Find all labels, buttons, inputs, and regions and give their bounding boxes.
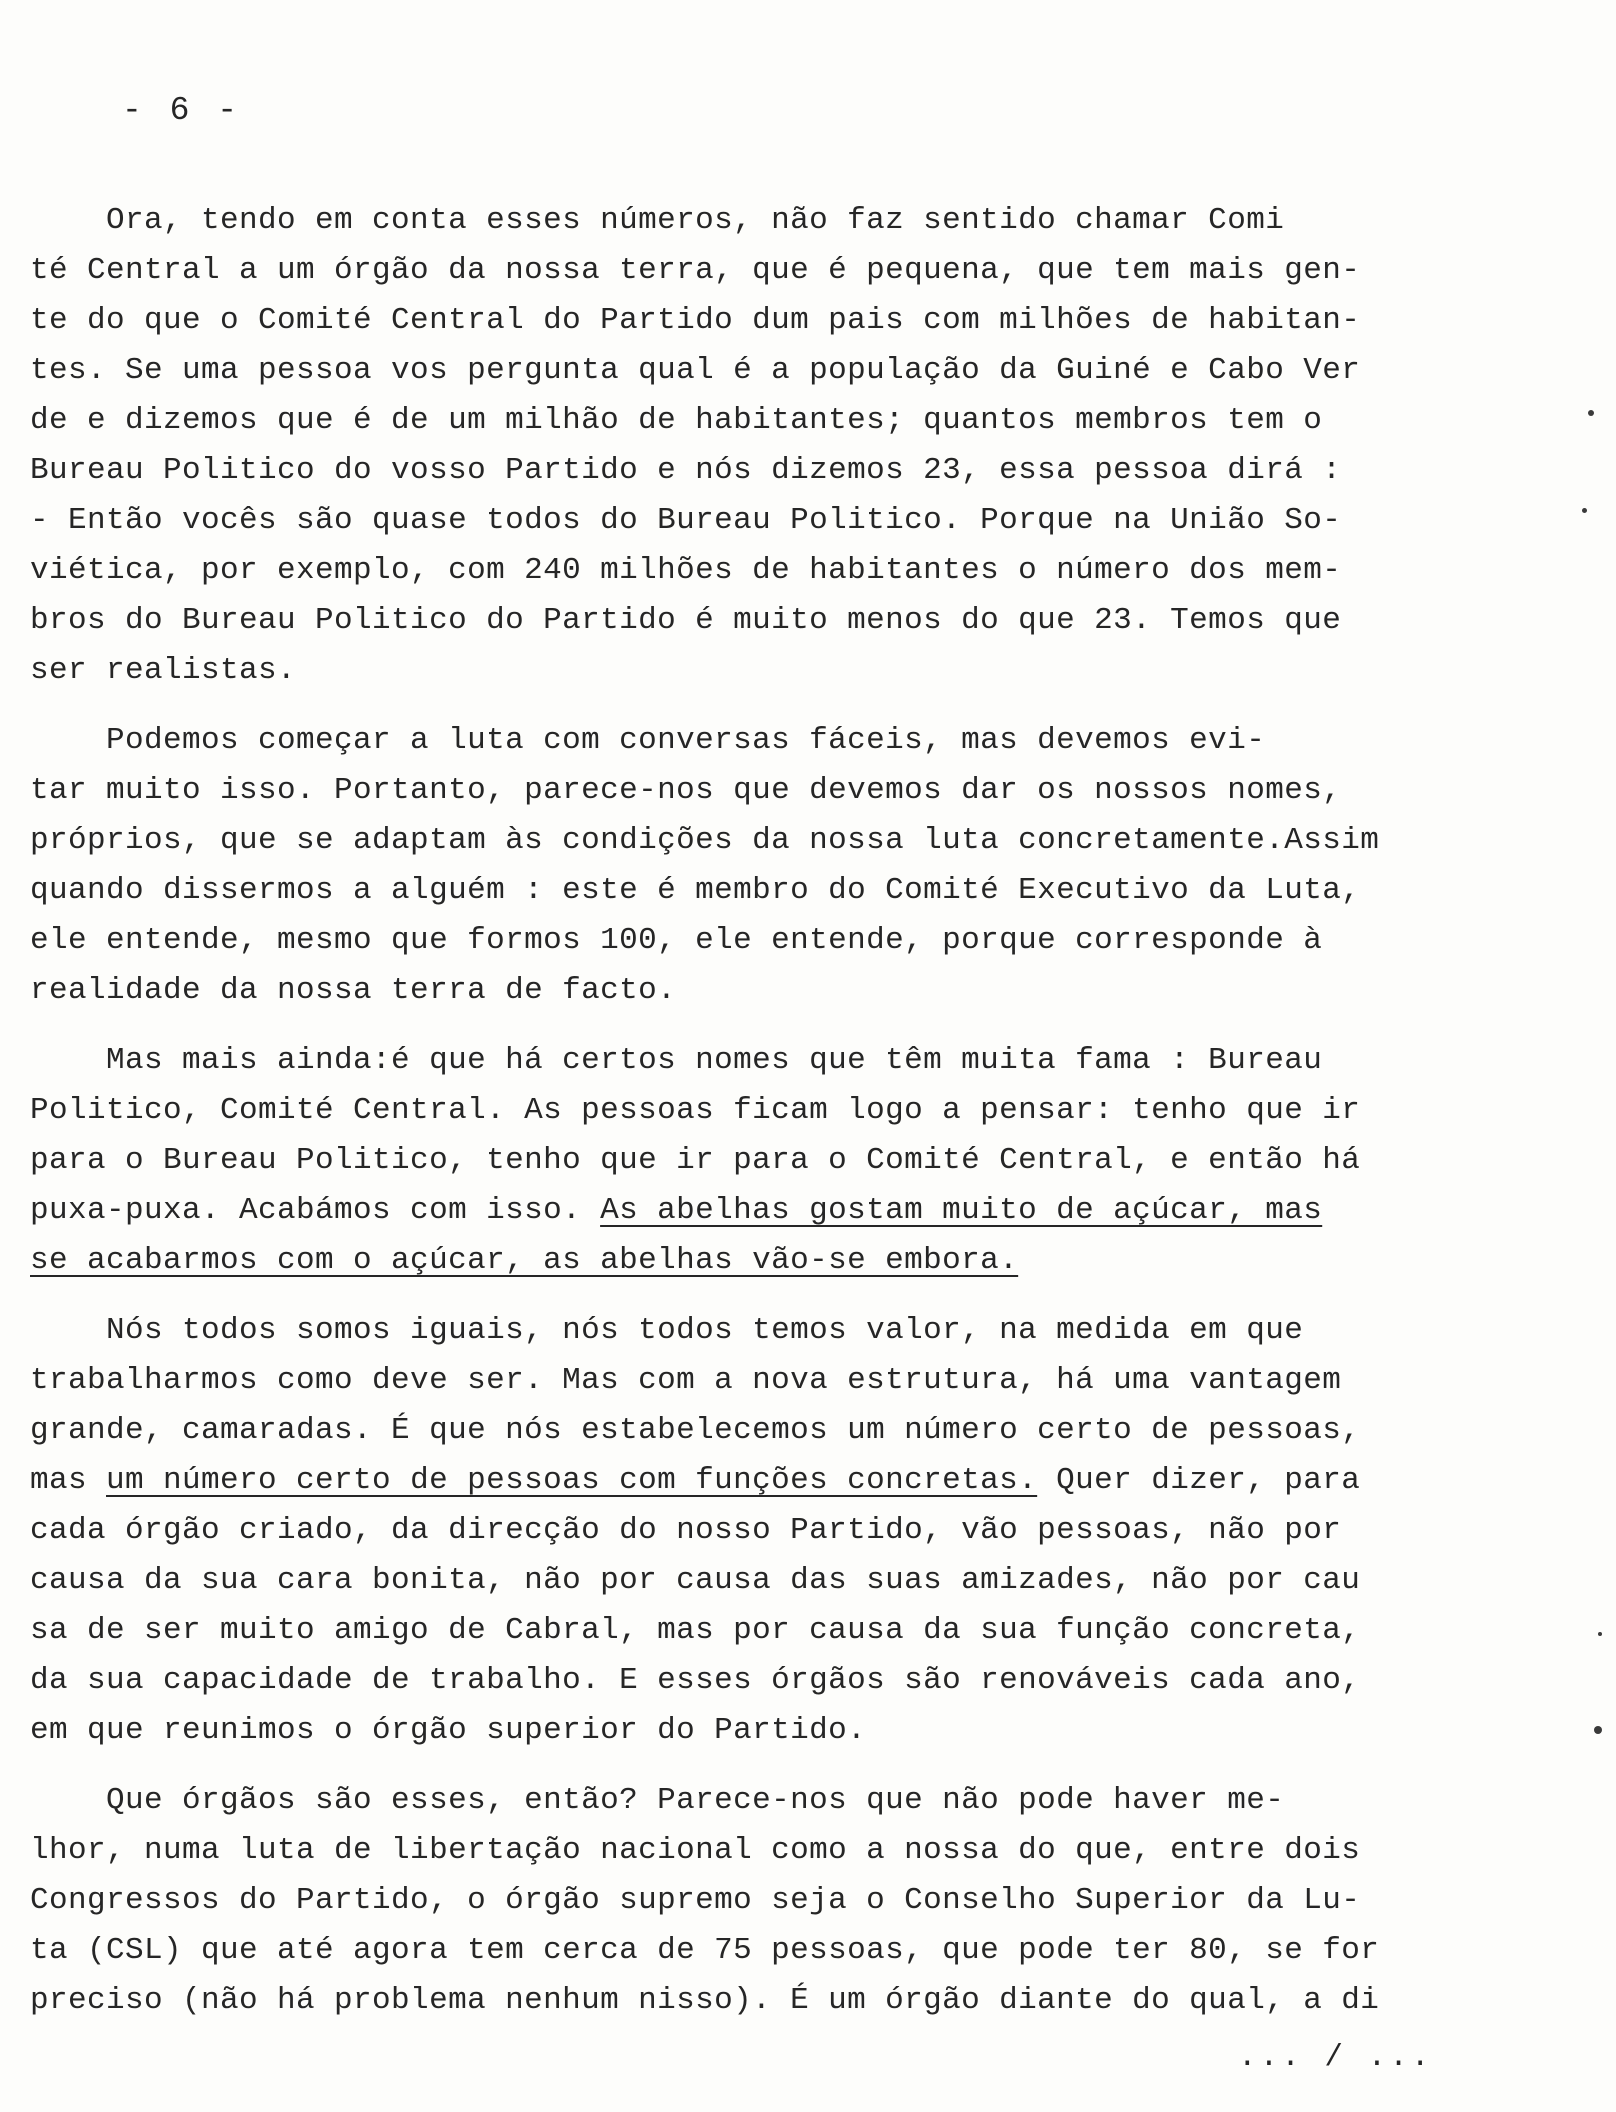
text-line: té Central a um órgão da nossa terra, que é pequena, que tem mais gen-	[30, 253, 1361, 288]
text-line: realidade da nossa terra de facto.	[30, 973, 677, 1008]
scan-speck	[1588, 410, 1594, 416]
text-line: puxa-puxa. Acabámos com isso. As abelhas gostam muito de açúcar, mas	[30, 1193, 1323, 1228]
text-line: quando dissermos a alguém : este é membro do Comité Executivo da Luta,	[30, 873, 1361, 908]
text-line: da sua capacidade de trabalho. E esses órgãos são renováveis cada ano,	[30, 1663, 1361, 1698]
text-line: causa da sua cara bonita, não por causa das suas amizades, não por cau	[30, 1563, 1361, 1598]
text-line: ele entende, mesmo que formos 100, ele entende, porque corresponde à	[30, 923, 1323, 958]
paragraph	[30, 716, 1470, 1016]
text-line	[30, 1236, 1470, 1286]
text-line: Podemos começar a luta com conversas fáceis, mas devemos evi-	[30, 723, 1266, 758]
text-line: próprios, que se adaptam às condições da nossa luta concretamente.Assim	[30, 823, 1380, 858]
text-line: trabalharmos como deve ser. Mas com a nova estrutura, há uma vantagem	[30, 1363, 1342, 1398]
body-text	[30, 196, 1470, 2046]
text-line: tes. Se uma pessoa vos pergunta qual é a população da Guiné e Cabo Ver	[30, 353, 1361, 388]
text-line: Ora, tendo em conta esses números, não faz sentido chamar Comi	[30, 203, 1285, 238]
paragraph	[30, 196, 1470, 696]
text-line: preciso (não há problema nenhum nisso). É um órgão diante do qual, a di	[30, 1983, 1380, 2018]
text-line: mas um número certo de pessoas com funções concretas. Quer dizer, para	[30, 1463, 1361, 1498]
text-line: Nós todos somos iguais, nós todos temos valor, na medida em que	[30, 1313, 1304, 1348]
page-number: - 6 -	[122, 92, 242, 129]
text-line: Congressos do Partido, o órgão supremo seja o Conselho Superior da Lu-	[30, 1883, 1361, 1918]
text-line: te do que o Comité Central do Partido dum pais com milhões de habitan-	[30, 303, 1361, 338]
underlined-phrase: se acabarmos com o açúcar, as abelhas vão-se embora.	[30, 1243, 1019, 1278]
scan-speck	[1598, 1632, 1602, 1636]
text-line: ser realistas.	[30, 653, 297, 688]
text-line: bros do Bureau Politico do Partido é muito menos do que 23. Temos que	[30, 603, 1342, 638]
text-line: viética, por exemplo, com 240 milhões de habitantes o número dos mem-	[30, 553, 1342, 588]
text-line: Mas mais ainda:é que há certos nomes que têm muita fama : Bureau	[30, 1043, 1323, 1078]
paragraph	[30, 1776, 1470, 2026]
continuation-mark: ... / ...	[1238, 2040, 1433, 2075]
text-line: de e dizemos que é de um milhão de habitantes; quantos membros tem o	[30, 403, 1323, 438]
text-line: em que reunimos o órgão superior do Partido.	[30, 1713, 867, 1748]
text-line: Bureau Politico do vosso Partido e nós dizemos 23, essa pessoa dirá :	[30, 453, 1342, 488]
text-line: cada órgão criado, da direcção do nosso Partido, vão pessoas, não por	[30, 1513, 1342, 1548]
scan-speck	[1594, 1726, 1602, 1734]
text-line: Politico, Comité Central. As pessoas ficam logo a pensar: tenho que ir	[30, 1093, 1361, 1128]
text-line: sa de ser muito amigo de Cabral, mas por causa da sua função concreta,	[30, 1613, 1361, 1648]
text-line: para o Bureau Politico, tenho que ir para o Comité Central, e então há	[30, 1143, 1361, 1178]
text-line: Que órgãos são esses, então? Parece-nos que não pode haver me-	[30, 1783, 1285, 1818]
underlined-phrase: As abelhas gostam muito de açúcar, mas	[600, 1193, 1323, 1228]
text-line: - Então vocês são quase todos do Bureau Politico. Porque na União So-	[30, 503, 1342, 538]
paragraph	[30, 1036, 1470, 1286]
text-line: ta (CSL) que até agora tem cerca de 75 pessoas, que pode ter 80, se for	[30, 1933, 1380, 1968]
text-line: lhor, numa luta de libertação nacional como a nossa do que, entre dois	[30, 1833, 1361, 1868]
text-line: grande, camaradas. É que nós estabelecemos um número certo de pessoas,	[30, 1413, 1361, 1448]
underlined-phrase: um número certo de pessoas com funções concretas.	[106, 1463, 1038, 1498]
paragraph	[30, 1306, 1470, 1756]
text-line: tar muito isso. Portanto, parece-nos que devemos dar os nossos nomes,	[30, 773, 1342, 808]
scan-speck	[1582, 508, 1587, 513]
